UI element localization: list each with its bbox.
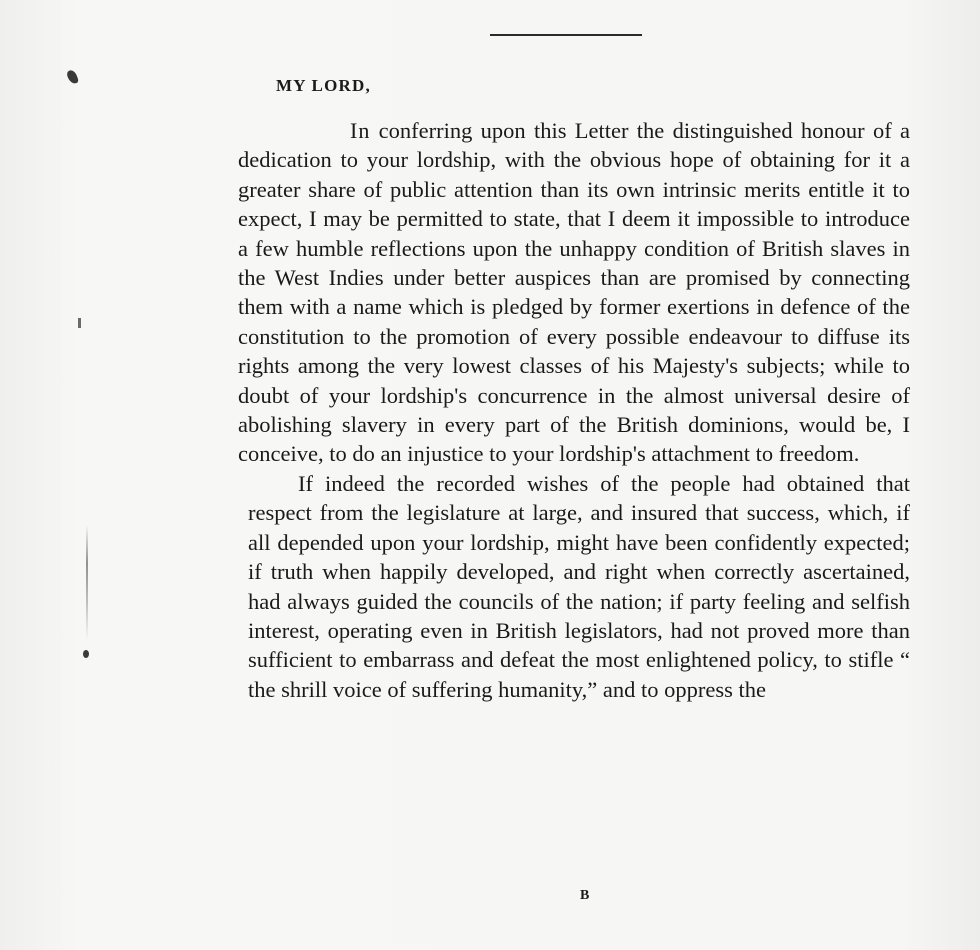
binding-shadow xyxy=(86,525,88,640)
paragraph-1 xyxy=(238,116,910,469)
letter-body xyxy=(238,116,910,704)
signature-mark: B xyxy=(580,888,590,903)
paragraph-2: If indeed the recorded wishes of the people had obtained that respect from the legislature at large, and insured that success, which, if all depended upon your lordship, might have been confidently expected; if truth when happily developed, and right when correctly ascertained, had always guided the councils of the nation; if party feeling and selfish interest, operating even in British legislators, had not proved more than sufficient to embarrass and defeat the most enlightened policy, to stifle “ the shrill voice of suffering humanity,” and to oppress the xyxy=(248,470,910,702)
paragraph-1-text: conferring upon this Letter the distinguished honour of a dedication to your lordship, with the obvious hope of obtaining for it a greater share of public attention than its own intrinsic merits entitle it to expect, I may be permitted to state, that I deem it impossible to introduce a few humble reflections upon the unhappy condition of British slaves in the West Indies under better auspices than are promised by connecting them with a name which is pledged by former exertions in defence of the constitution to the promotion of every possible endeavour to diffuse its rights among the very lowest classes of his Majesty's subjects; while to doubt of your lordship's concurrence in the almost universal desire of abolishing slavery in every part of the British dominions, would be, I conceive, to do an injustice to your lordship's attachment to freedom. xyxy=(238,118,910,467)
margin-speck-top xyxy=(66,69,79,85)
margin-speck-middle xyxy=(78,318,81,328)
margin-speck-lower xyxy=(83,650,89,658)
lead-word: In xyxy=(350,118,371,143)
header-rule xyxy=(490,34,642,36)
salutation: MY LORD, xyxy=(276,76,371,95)
